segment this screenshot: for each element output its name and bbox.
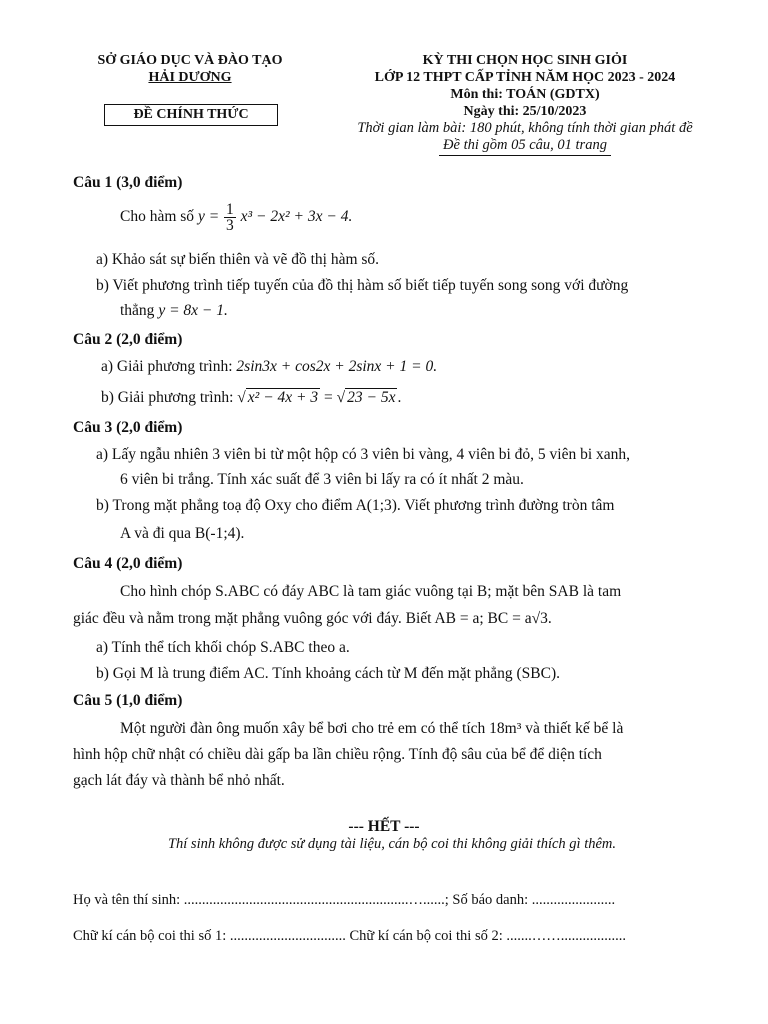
end-mark-text: --- HẾT ---: [348, 818, 420, 835]
question-2-b-end: .: [397, 389, 402, 406]
question-1-b-line1: b) Viết phương trình tiếp tuyến của đồ thị hàm số biết tiếp tuyến song song với đường: [96, 277, 629, 294]
fraction-denominator: 3: [226, 217, 234, 234]
end-mark: [0, 818, 768, 836]
question-2-a-math: 2sin3x + cos2x + 2sinx + 1 = 0.: [236, 358, 438, 375]
exam-note: Thí sinh không được sử dụng tài liệu, cán bộ coi thi không giải thích gì thêm.: [167, 836, 617, 852]
exam-pages: Đề thi gồm 05 câu, 01 trang: [439, 137, 611, 156]
question-5-para-line1: Một người đàn ông muốn xây bể bơi cho trẻ em có thể tích 18m³ và thiết kế bể là: [120, 720, 624, 737]
question-4-para-line1: Cho hình chóp S.ABC có đáy ABC là tam giác vuông tại B; mặt bên SAB là tam: [120, 583, 622, 600]
question-2-b-text: b) Giải phương trình:: [101, 389, 234, 406]
question-1-eq-rest: x³ − 2x² + 3x − 4.: [240, 208, 353, 226]
exam-header: [320, 52, 730, 156]
question-1-b-math: y = 8x − 1.: [158, 302, 228, 319]
exam-subject: Môn thi: TOÁN (GDTX): [450, 87, 600, 102]
question-1-intro: Cho hàm số: [120, 208, 195, 226]
question-1-a: a) Khảo sát sự biến thiên và vẽ đồ thị hàm số.: [96, 251, 380, 268]
department-header: [70, 52, 310, 86]
radical-2: √ 23 − 5x: [336, 389, 396, 406]
question-4-para-text: giác đều và nằm trong mặt phẳng vuông góc với đáy. Biết: [73, 610, 432, 627]
exam-title-1: KỲ THI CHỌN HỌC SINH GIỎI: [422, 53, 628, 68]
question-3-title: Câu 3 (2,0 điểm): [73, 419, 183, 436]
question-2-b: [101, 389, 401, 407]
fraction: [224, 202, 236, 233]
fraction-numerator: 1: [226, 201, 234, 218]
province-name: HẢI DƯƠNG: [148, 70, 232, 85]
radicand-1: x² − 4x + 3: [247, 389, 319, 406]
question-1-b-text: thẳng: [120, 302, 155, 319]
question-5-para-line2: hình hộp chữ nhật có chiều dài gấp ba lần chiều rộng. Tính độ sâu của bể để diện tích: [73, 746, 602, 763]
radicand-2: 23 − 5x: [347, 389, 396, 406]
equals-sign: =: [324, 389, 333, 406]
question-1-eq-lhs: y =: [197, 208, 220, 226]
exam-title-2: LỚP 12 THPT CẤP TỈNH NĂM HỌC 2023 - 2024: [374, 70, 676, 85]
question-3-a-line2: 6 viên bi trắng. Tính xác suất để 3 viên bi lấy ra có ít nhất 2 màu.: [120, 471, 524, 488]
question-3-a-line1: a) Lấy ngẫu nhiên 3 viên bi từ một hộp có 3 viên bi vàng, 4 viên bi đỏ, 5 viên bi xanh,: [96, 446, 631, 463]
question-4-title: Câu 4 (2,0 điểm): [73, 555, 183, 572]
question-4-para-math: AB = a; BC = a√3.: [434, 610, 552, 627]
question-2-title: Câu 2 (2,0 điểm): [73, 331, 183, 348]
question-4-para-line2: [73, 610, 552, 628]
question-5-para-line3: gạch lát đáy và thành bể nhỏ nhất.: [73, 772, 285, 789]
question-4-b: b) Gọi M là trung điểm AC. Tính khoảng cách từ M đến mặt phẳng (SBC).: [96, 665, 561, 682]
radical-1: √ x² − 4x + 3: [237, 389, 319, 406]
question-3-b-line2: A và đi qua B(-1;4).: [120, 525, 245, 542]
department-name: SỞ GIÁO DỤC VÀ ĐÀO TẠO: [97, 53, 283, 68]
exam-duration: Thời gian làm bài: 180 phút, không tính thời gian phát đề: [357, 120, 693, 136]
candidate-info-line: Họ và tên thí sinh: ..............................................................…......; Số báo danh: .......................: [73, 892, 616, 908]
question-1-function: [120, 202, 352, 233]
exam-date: Ngày thi: 25/10/2023: [463, 104, 587, 119]
question-1-b-line2: [120, 302, 228, 320]
question-2-a-text: a) Giải phương trình:: [101, 358, 233, 375]
question-4-a: a) Tính thể tích khối chóp S.ABC theo a.: [96, 639, 350, 656]
question-1-title: Câu 1 (3,0 điểm): [73, 174, 183, 191]
proctor-signature-line: Chữ kí cán bộ coi thi số 1: ................................ Chữ kí cán bộ coi thi số 2: .......……..................: [73, 928, 626, 944]
question-2-a: [101, 358, 437, 376]
official-label: ĐỀ CHÍNH THỨC: [104, 104, 278, 126]
question-3-b-line1: b) Trong mặt phẳng toạ độ Oxy cho điểm A(1;3). Viết phương trình đường tròn tâm: [96, 497, 615, 514]
question-5-title: Câu 5 (1,0 điểm): [73, 692, 183, 709]
